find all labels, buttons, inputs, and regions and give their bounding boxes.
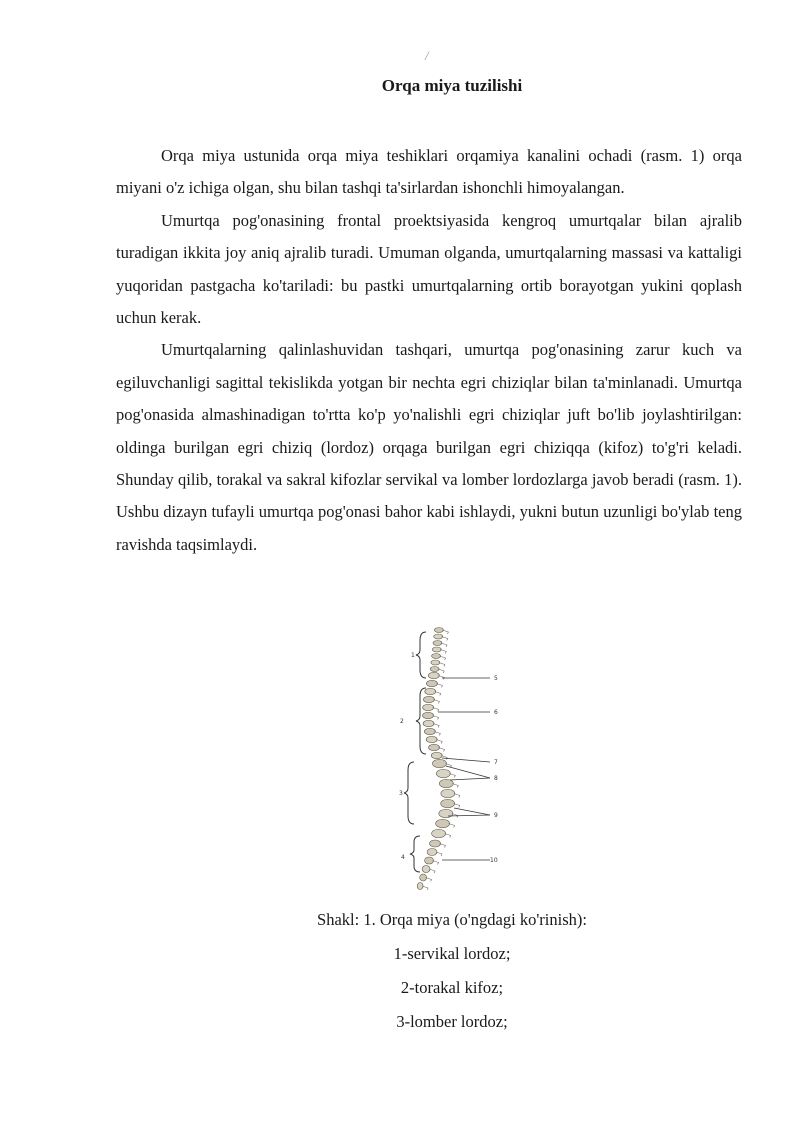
vertebra (432, 647, 441, 652)
spinous-process (436, 852, 442, 856)
vertebra (430, 840, 441, 847)
vertebra (436, 769, 450, 778)
bracket-label-3: 3 (399, 790, 403, 797)
vertebra (423, 696, 434, 703)
spinous-process (433, 700, 439, 704)
vertebra (432, 759, 446, 768)
spinous-process (439, 663, 445, 667)
caption-item: 3-lomber lordoz; (396, 1012, 508, 1031)
paragraph: Umurtqalarning qalinlashuvidan tashqari, umurtqa pog'onasining zarur kuch va egiluvchanligi sagittal tekislikda yotgan bir nechta egri chiziqlar bilan ta'minlanadi. Umurtqa pog'onasida almashinadigan to'rtta ko'p yo'nalishli egri chiziqlar juft bo'lib joylashtirilgan: oldinga burilgan egri chiziq (lordoz) orqaga burilgan egri chiziqqa (kifoz) to'g'ri keladi. Shunday qilib, torakal va sakral kifozlar servikal va lomber lordozlarga javob beradi (rasm. 1). Ushbu dizayn tufayli umurtqa pog'onasi bahor kabi ishlaydi, yukni butun uzunligi bo'ylab teng ravishda taqsimlaydi. (116, 340, 742, 554)
spinous-process (442, 630, 448, 634)
caption-item: 1-servikal lordoz; (393, 944, 511, 963)
spinous-process (449, 774, 455, 778)
vertebra (426, 680, 437, 687)
vertebra (432, 829, 446, 838)
vertebra (420, 874, 427, 881)
spinous-process (442, 637, 448, 641)
vertebra (422, 866, 430, 873)
paragraph: Orqa miya ustunida orqa miya teshiklari orqamiya kanalini ochadi (rasm. 1) orqa miyani o'z ichiga olgan, shu bilan tashqi ta'sirlardan ishonchli himoyalangan. (116, 146, 742, 198)
vertebra (423, 720, 434, 727)
spinous-process (441, 643, 447, 647)
vertebra (423, 712, 434, 719)
page-title: Orqa miya tuzilishi (381, 76, 523, 95)
header-mark: / (425, 48, 429, 63)
pointer-label-10: 10 (490, 857, 498, 864)
spinous-process (440, 844, 446, 848)
pointer-label-8: 8 (494, 775, 498, 782)
spinous-process (440, 650, 446, 654)
vertebra (425, 857, 434, 864)
vertebra (423, 704, 434, 711)
spinous-process (433, 708, 439, 712)
paragraph: Umurtqa pog'onasining frontal proektsiyasida kengroq umurtqalar bilan ajralib turadigan ikkita joy aniq ajralib turadi. Umuman olganda, umurtqalarning massasi va kattaligi yuqoridan pastgacha ko'tariladi: bu pastki umurtqalarning ortib borayotgan yukini qoplash uchun kerak. (116, 210, 742, 328)
spinous-process (436, 684, 442, 688)
spinous-process (454, 804, 460, 808)
spinous-process (454, 794, 460, 798)
vertebra (432, 654, 441, 659)
spinous-process (449, 824, 455, 828)
vertebra (431, 660, 440, 665)
spinous-process (439, 748, 445, 752)
vertebra (434, 628, 443, 633)
bracket-label-1: 1 (411, 652, 415, 659)
spinous-process (441, 756, 447, 760)
vertebra (433, 641, 442, 646)
bracket-label-4: 4 (401, 854, 405, 861)
pointer-label-5: 5 (494, 675, 498, 682)
pointer-label-6: 6 (494, 709, 498, 716)
vertebra (424, 728, 435, 735)
vertebra (441, 799, 455, 808)
spinous-process (440, 656, 446, 660)
vertebra (430, 667, 439, 672)
bracket-label-2: 2 (400, 718, 404, 725)
spinous-process (435, 692, 441, 696)
vertebra (436, 819, 450, 828)
spinous-process (433, 724, 439, 728)
vertebra (439, 779, 453, 788)
spinous-process (438, 676, 444, 680)
pointer-label-7: 7 (494, 759, 498, 766)
spinous-process (434, 732, 440, 736)
vertebra (429, 744, 440, 751)
spinous-process (433, 716, 439, 720)
spine-illustration (380, 620, 510, 905)
caption-title: Shakl: 1. Orqa miya (o'ngdagi ko'rinish): (317, 910, 587, 929)
spinous-process (438, 669, 444, 673)
spinous-process (436, 740, 442, 744)
figure-caption (0, 903, 800, 1039)
vertebra (431, 752, 442, 759)
vertebra (428, 672, 439, 679)
spinous-process (452, 784, 458, 788)
vertebra (439, 809, 453, 818)
spinous-process (445, 834, 451, 838)
vertebra (441, 789, 455, 798)
body-text (116, 140, 742, 561)
spinous-process (429, 869, 435, 873)
spinous-process (433, 861, 439, 865)
pointer-label-9: 9 (494, 812, 498, 819)
vertebra (427, 849, 437, 856)
vertebra (434, 634, 443, 639)
vertebra (426, 736, 437, 743)
caption-item: 2-torakal kifoz; (400, 978, 504, 997)
region-brackets (404, 632, 426, 872)
vertebra (425, 688, 436, 695)
